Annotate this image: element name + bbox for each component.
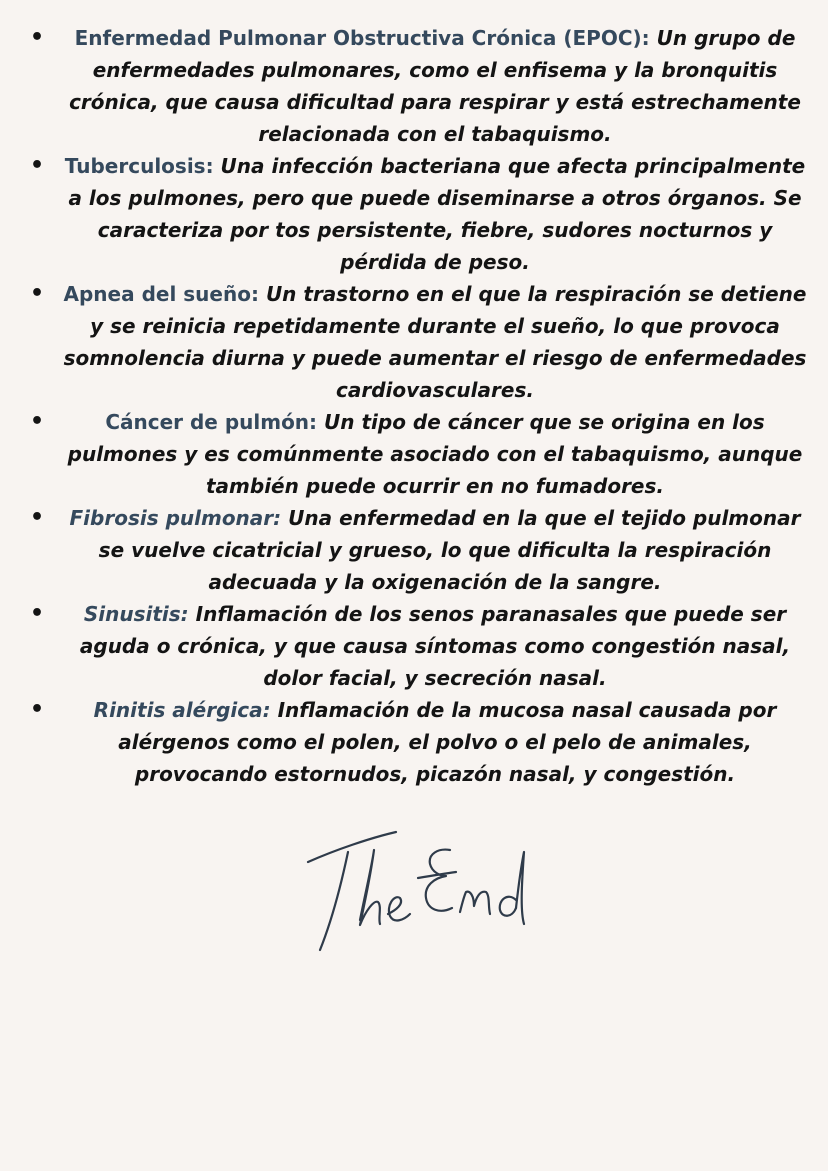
list-item-epoc [0,22,828,150]
term-rinitis: Rinitis alérgica: [93,698,271,722]
bullet-icon: • [30,409,45,434]
list-item-fibrosis [0,502,828,598]
term-sinusitis: Sinusitis: [83,602,189,626]
bullet-icon: • [30,281,45,306]
description-rinitis: Inflamación de la mucosa nasal causada por alérgenos como el polen, el polvo o el pelo de animales, provocando estornudos, picazón nasal, y congestión. [118,698,777,786]
bullet-icon: • [30,25,45,50]
description-apnea: Un trastorno en el que la respiración se detiene y se reinicia repetidamente durante el sueño, lo que provoca somnolencia diurna y puede aumentar el riesgo de enfermedades cardiovasculares. [63,282,807,402]
description-tuberculosis: Una infección bacteriana que afecta principalmente a los pulmones, pero que puede diseminarse a otros órganos. Se caracteriza por tos persistente, fiebre, sudores nocturnos y pérdida de peso. [68,154,806,274]
description-sinusitis: Inflamación de los senos paranasales que puede ser aguda o crónica, y que causa síntomas como congestión nasal, dolor facial, y secreción nasal. [79,602,791,690]
term-epoc: Enfermedad Pulmonar Obstructiva Crónica (EPOC): [74,26,650,50]
bullet-icon: • [30,505,45,530]
term-apnea: Apnea del sueño: [63,282,259,306]
list-item-tuberculosis [0,150,828,278]
list-item-rinitis [0,694,828,790]
list-item-sinusitis [0,598,828,694]
bullet-icon: • [30,601,45,626]
term-tuberculosis: Tuberculosis: [64,154,214,178]
description-cancer: Un tipo de cáncer que se origina en los pulmones y es comúnmente asociado con el tabaquismo, aunque también puede ocurrir en no fumadores. [67,410,803,498]
bullet-icon: • [30,697,45,722]
disease-list [0,22,828,790]
description-epoc: Un grupo de enfermedades pulmonares, como el enfisema y la bronquitis crónica, que causa dificultad para respirar y está estrechamente relacionada con el tabaquismo. [69,26,801,146]
list-item-apnea [0,278,828,406]
term-fibrosis: Fibrosis pulmonar: [69,506,282,530]
term-cancer: Cáncer de pulmón: [105,410,318,434]
bullet-icon: • [30,153,45,178]
the-end-signature [300,820,540,960]
list-item-cancer [0,406,828,502]
description-fibrosis: Una enfermedad en la que el tejido pulmonar se vuelve cicatricial y grueso, lo que dificulta la respiración adecuada y la oxigenación de la sangre. [98,506,801,594]
